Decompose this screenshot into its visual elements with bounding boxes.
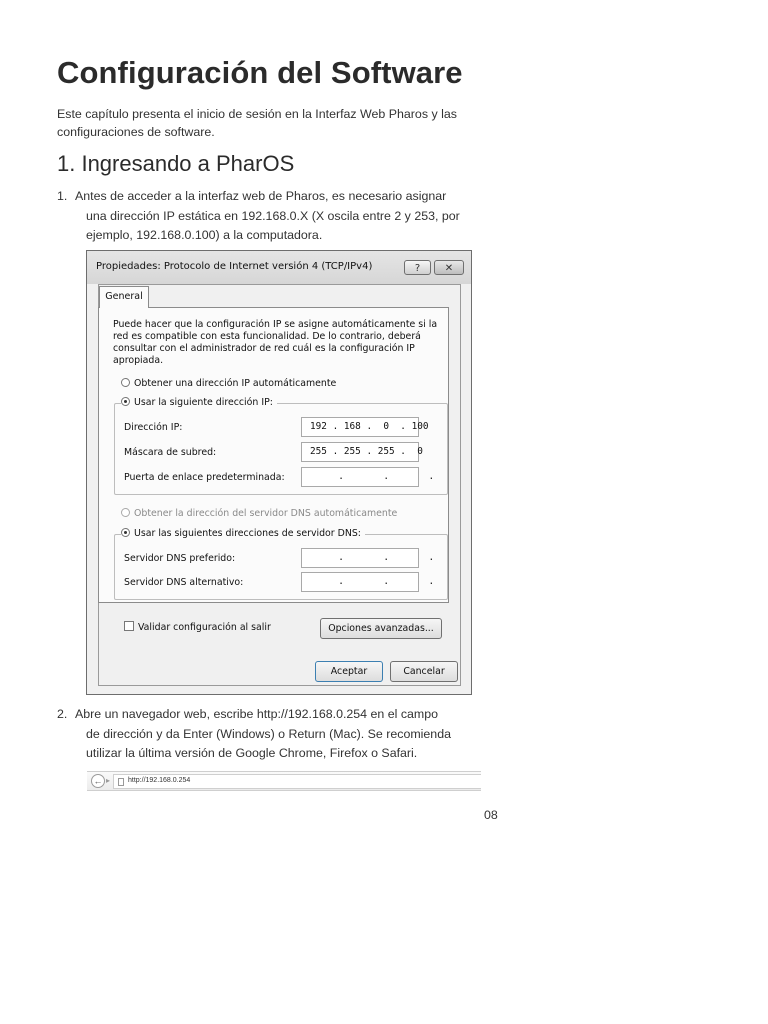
- close-button[interactable]: ✕: [434, 260, 464, 275]
- radio-button-icon: [121, 508, 130, 517]
- url-input[interactable]: [113, 774, 481, 789]
- alternate-dns-label: Servidor DNS alternativo:: [124, 577, 244, 588]
- step-line: una dirección IP estática en 192.168.0.X (X oscila entre 2 y 253, por: [86, 208, 460, 223]
- subnet-mask-label: Máscara de subred:: [124, 447, 217, 458]
- advanced-options-button[interactable]: Opciones avanzadas...: [320, 618, 442, 639]
- radio-auto-ip[interactable]: [121, 378, 336, 389]
- browser-address-bar: [87, 771, 481, 791]
- radio-auto-dns[interactable]: [121, 508, 397, 519]
- help-button[interactable]: ?: [404, 260, 431, 275]
- step-number: 1.: [57, 189, 68, 203]
- radio-manual-ip[interactable]: [121, 397, 277, 408]
- step-line: Abre un navegador web, escribe http://192.168.0.254 en el campo: [75, 707, 439, 721]
- url-text: http://192.168.0.254: [128, 777, 191, 784]
- intro-line: Este capítulo presenta el inicio de sesión en la Interfaz Web Pharos y las: [57, 107, 457, 121]
- gateway-field[interactable]: . . .: [301, 467, 419, 487]
- ip-address-label: Dirección IP:: [124, 422, 183, 433]
- page-number: 08: [484, 808, 498, 822]
- forward-arrow-icon[interactable]: ▸: [106, 776, 111, 785]
- checkbox-label: Validar configuración al salir: [138, 622, 271, 633]
- step-line: utilizar la última versión de Google Chrome, Firefox o Safari.: [86, 746, 418, 760]
- dialog-description: [113, 319, 438, 367]
- preferred-dns-field[interactable]: . . .: [301, 548, 419, 568]
- page-icon: [118, 778, 124, 786]
- step-1: [57, 187, 497, 246]
- validate-checkbox[interactable]: [124, 621, 271, 633]
- intro-paragraph: [57, 105, 497, 141]
- cancel-button[interactable]: Cancelar: [390, 661, 458, 682]
- radio-selected-icon: [121, 397, 130, 406]
- accept-button[interactable]: Aceptar: [315, 661, 383, 682]
- description-line: Puede hacer que la configuración IP se asigne automáticamente si la: [113, 319, 438, 330]
- tab-general[interactable]: General: [99, 286, 149, 308]
- description-line: red es compatible con esta funcionalidad. De lo contrario, deberá: [113, 331, 421, 342]
- step-line: Antes de acceder a la interfaz web de Pharos, es necesario asignar: [75, 189, 447, 203]
- radio-label: Usar la siguiente dirección IP:: [134, 397, 273, 408]
- subnet-mask-field[interactable]: 255 . 255 . 255 . 0: [301, 442, 419, 462]
- step-line: ejemplo, 192.168.0.100) a la computadora.: [86, 228, 323, 242]
- step-line: de dirección y da Enter (Windows) o Return (Mac). Se recomienda: [86, 726, 451, 741]
- ip-address-field[interactable]: 192 . 168 . 0 . 100: [301, 417, 419, 437]
- page-heading: Configuración del Software: [57, 55, 463, 90]
- step-number: 2.: [57, 707, 68, 721]
- intro-line: configuraciones de software.: [57, 125, 215, 139]
- radio-button-icon: [121, 378, 130, 387]
- checkbox-icon: [124, 621, 134, 631]
- back-arrow-icon[interactable]: ←: [91, 774, 105, 788]
- step-2: [57, 705, 497, 764]
- radio-label: Obtener una dirección IP automáticamente: [134, 378, 337, 389]
- tcpip-properties-dialog: [86, 250, 472, 695]
- description-line: consultar con el administrador de red cuál es la configuración IP: [113, 343, 415, 354]
- description-line: apropiada.: [113, 355, 164, 366]
- gateway-label: Puerta de enlace predeterminada:: [124, 472, 285, 483]
- alternate-dns-field[interactable]: . . .: [301, 572, 419, 592]
- radio-label: Obtener la dirección del servidor DNS automáticamente: [134, 508, 398, 519]
- radio-selected-icon: [121, 528, 130, 537]
- dialog-titlebar: [87, 251, 471, 284]
- radio-manual-dns[interactable]: [121, 528, 365, 539]
- radio-label: Usar las siguientes direcciones de servidor DNS:: [134, 528, 361, 539]
- section-title: 1. Ingresando a PharOS: [57, 151, 295, 176]
- preferred-dns-label: Servidor DNS preferido:: [124, 553, 236, 564]
- dialog-title: Propiedades: Protocolo de Internet versión 4 (TCP/IPv4): [96, 261, 373, 272]
